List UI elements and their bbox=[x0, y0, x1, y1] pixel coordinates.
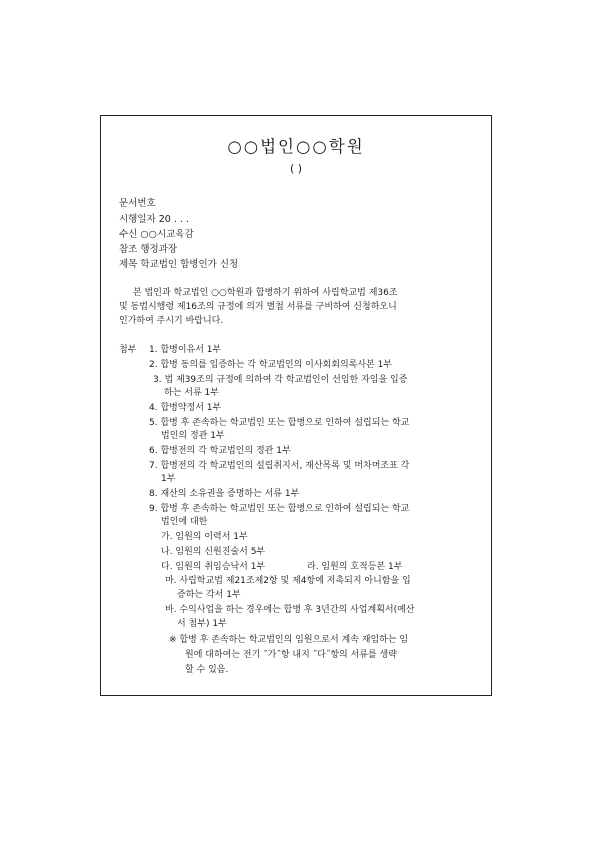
body-line: 및 동법시행령 제16조의 규정에 의거 별첨 서류를 구비하여 신청하오니 bbox=[119, 302, 397, 312]
sub-item: 나. 임원의 신원진술서 5부 bbox=[161, 547, 266, 557]
attachment-item: 4. 합병약정서 1부 bbox=[149, 403, 222, 413]
sub-item: 다. 임원의 취임승낙서 1부 bbox=[161, 562, 266, 572]
sub-item: 라. 임원의 호적등본 1부 bbox=[307, 562, 403, 572]
note-line: 할 수 있음. bbox=[185, 665, 229, 675]
attachment-label: 첨부 bbox=[119, 345, 137, 355]
attachment-item: 2. 합병 동의를 입증하는 각 학교법인의 이사회회의록사본 1부 bbox=[149, 360, 392, 370]
subject-line: 제목 학교법인 합병인가 신청 bbox=[119, 259, 239, 270]
note-line: 원에 대하여는 전기 ˝가˝항 내지 ˝다˝항의 서류를 생략 bbox=[185, 650, 397, 660]
sub-item-cont: 증하는 각서 1부 bbox=[177, 590, 241, 600]
attachment-item: 7. 합병전의 각 학교법인의 설립취지서, 재산목록 및 머차머조표 각 bbox=[149, 461, 410, 471]
sub-item: 바. 수익사업을 하는 경우에는 합병 후 3년간의 사업계획서(예산 bbox=[165, 605, 415, 615]
body-line: 인가하여 주시기 바랍니다. bbox=[119, 316, 224, 326]
sub-item: 마. 사립학교법 제21조제2항 및 제4항에 저촉되지 아니함을 입 bbox=[165, 576, 411, 586]
sub-item: 가. 임원의 이력서 1부 bbox=[161, 532, 248, 542]
attachment-item: 5. 합병 후 존속하는 학교법인 또는 합병으로 인하여 설립되는 학교 bbox=[149, 418, 410, 428]
date-line: 시행일자 20 . . . bbox=[119, 214, 189, 225]
attachment-item-cont: 법인의 정관 1부 bbox=[161, 431, 225, 441]
attachment-item-cont: 법인에 대한 bbox=[161, 517, 208, 527]
body-line: 본 법인과 학교법인 ○○학원과 합병하기 위하여 사립학교법 제36조 bbox=[133, 288, 398, 298]
doc-number-label: 문서번호 bbox=[119, 198, 156, 209]
document-frame bbox=[100, 115, 492, 696]
document-title: ○○법인○○학원 bbox=[227, 137, 365, 156]
note-line: ※ 합병 후 존속하는 학교법인의 임원으로서 계속 재임하는 임 bbox=[169, 635, 409, 645]
attachment-item: 1. 합병이유서 1부 bbox=[149, 345, 222, 355]
attachment-item: 3. 법 제39조의 규정에 의하여 각 학교법인이 선임한 자임을 입증 bbox=[153, 375, 408, 385]
attachment-item: 9. 합병 후 존속하는 학교법인 또는 합병으로 인하여 설립되는 학교 bbox=[149, 504, 410, 514]
document-subtitle: ( ) bbox=[289, 162, 303, 175]
attachment-item-cont: 1부 bbox=[161, 474, 176, 484]
sub-item-cont: 서 첨부) 1부 bbox=[177, 619, 227, 629]
attachment-item: 6. 합병전의 각 학교법인의 정관 1부 bbox=[149, 446, 291, 456]
attachment-item: 8. 재산의 소유권을 증명하는 서류 1부 bbox=[149, 489, 300, 499]
reference-line: 참조 행정과장 bbox=[119, 244, 178, 255]
attachment-item-cont: 하는 서류 1부 bbox=[164, 388, 219, 398]
recipient-line: 수신 ○○시교육감 bbox=[119, 229, 194, 240]
